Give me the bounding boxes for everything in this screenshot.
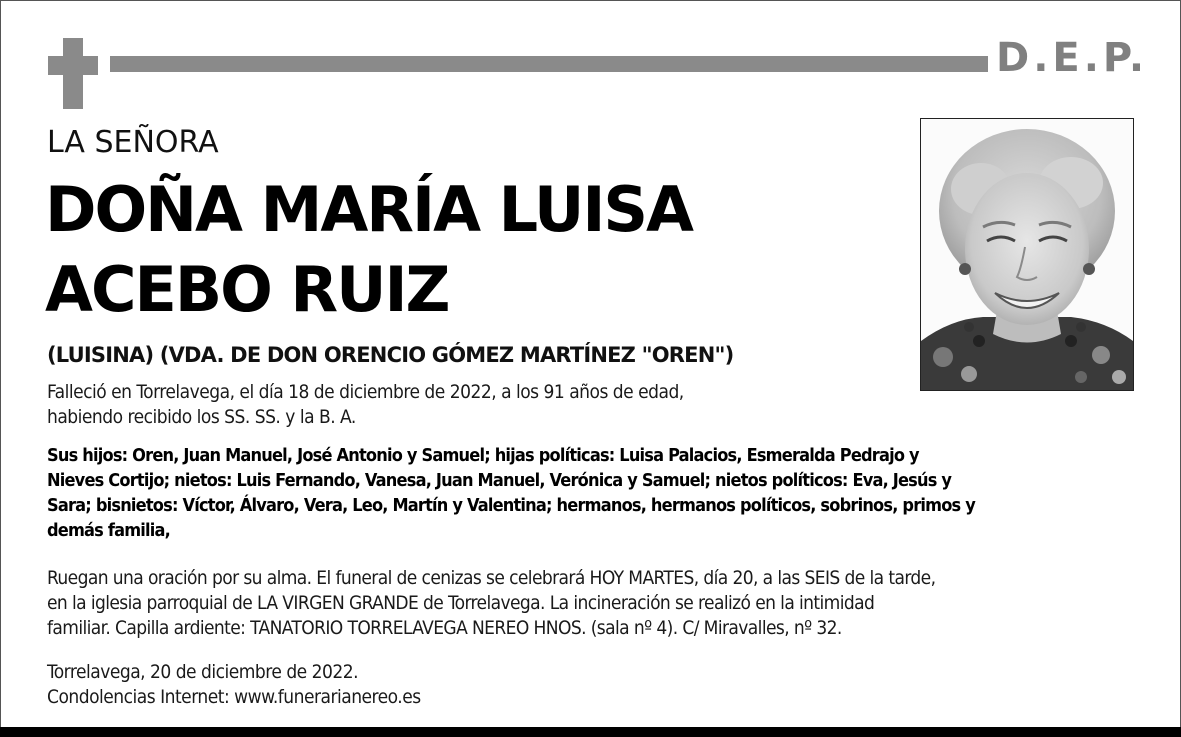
dep-label: D.E.P.: [996, 35, 1149, 81]
death-line: Falleció en Torrelavega, el día 18 de diciembre de 2022, a los 91 años de edad,: [47, 381, 684, 403]
family-line: Sus hijos: Oren, Juan Manuel, José Antonio y Samuel; hijas políticas: Luisa Palacios, Esmeralda Pedrajo y: [47, 445, 919, 466]
condolences-line: Condolencias Internet: www.funerarianereo.es: [47, 686, 421, 708]
portrait-illustration: [921, 119, 1133, 390]
funeral-line: en la iglesia parroquial de LA VIRGEN GRANDE de Torrelavega. La incineración se realizó en la intimidad: [47, 592, 875, 614]
bottom-border: [0, 727, 1181, 737]
family-paragraph: [47, 443, 975, 543]
header-rule: [110, 56, 988, 72]
deceased-name-line1: DOÑA MARÍA LUISA: [45, 173, 693, 246]
family-line: Nieves Cortijo; nietos: Luis Fernando, Vanesa, Juan Manuel, Verónica y Samuel; nietos políticos: Eva, Jesús y: [47, 470, 952, 491]
death-line: habiendo recibido los SS. SS. y la B. A.: [47, 406, 356, 428]
family-line: Sara; bisnietos: Víctor, Álvaro, Vera, Leo, Martín y Valentina; hermanos, hermanos políticos, sobrinos, primos y: [47, 495, 975, 516]
family-line: demás familia,: [47, 520, 171, 541]
footer-paragraph: [47, 660, 421, 710]
funeral-paragraph: [47, 566, 935, 641]
nickname-widow-line: (LUISINA) (VDA. DE DON ORENCIO GÓMEZ MARTÍNEZ "OREN"): [47, 343, 734, 367]
honorific: LA SEÑORA: [47, 125, 219, 160]
cross-horizontal-bar: [48, 56, 98, 75]
deceased-name-line2: ACEBO RUIZ: [45, 253, 449, 326]
funeral-line: familiar. Capilla ardiente: TANATORIO TORRELAVEGA NEREO HNOS. (sala nº 4). C/ Miravalles, nº 32.: [47, 617, 842, 639]
death-paragraph: [47, 380, 684, 430]
portrait-photo: [920, 118, 1134, 391]
date-place-line: Torrelavega, 20 de diciembre de 2022.: [47, 661, 359, 683]
funeral-line: Ruegan una oración por su alma. El funeral de cenizas se celebrará HOY MARTES, día 20, a las SEIS de la tarde,: [47, 567, 936, 589]
